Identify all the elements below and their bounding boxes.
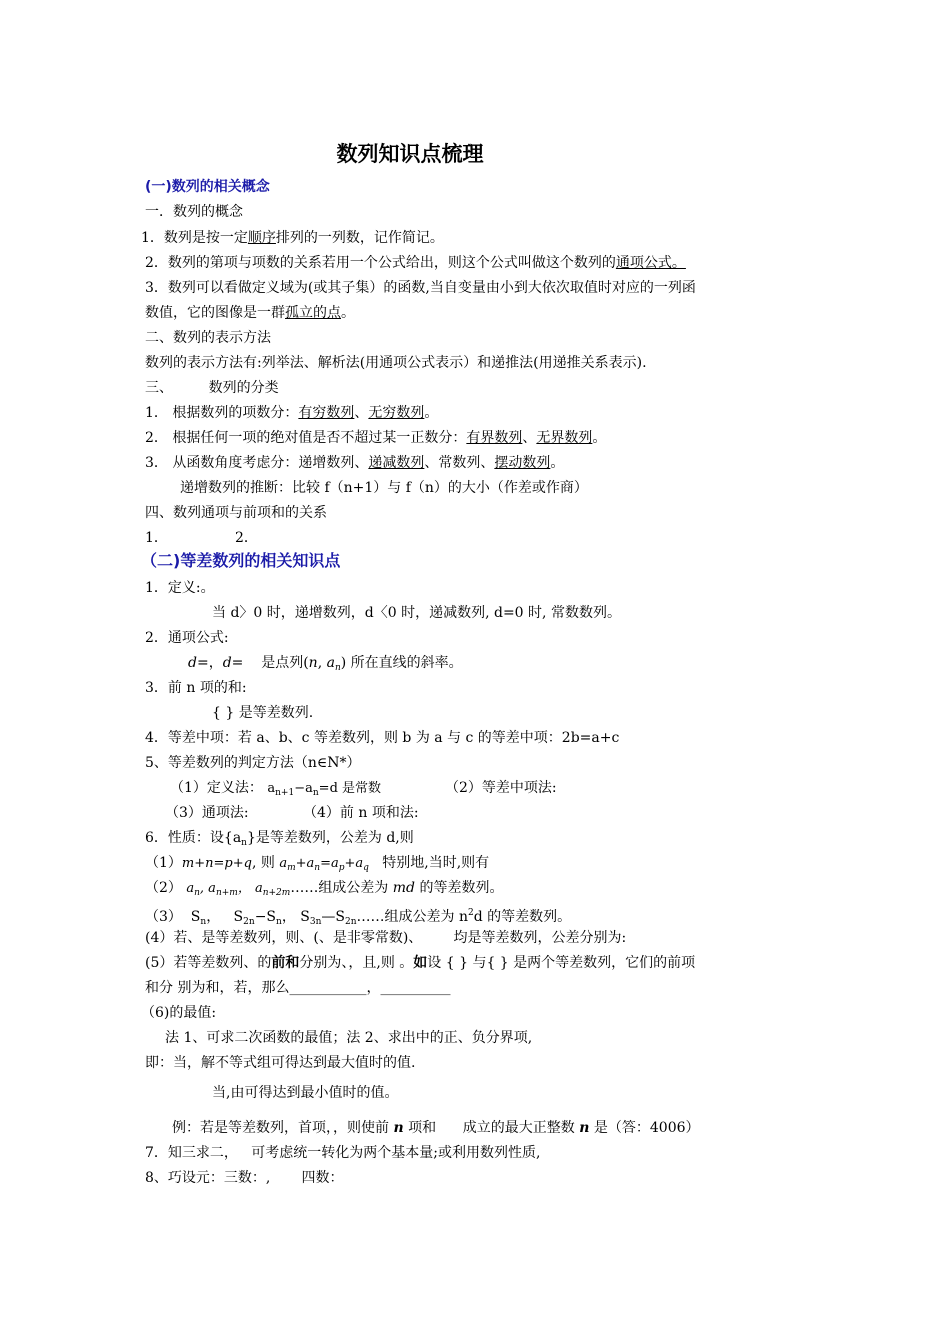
text: 设 { } 与{ } 是两个等差数列，它们的前项: [427, 955, 696, 971]
superscript: 2: [467, 908, 474, 918]
definition-line: 1．定义:。: [145, 580, 215, 596]
text: 排列的一列数，记作简记。: [275, 230, 444, 246]
text: +a: [295, 856, 315, 871]
text: ,: [317, 655, 327, 671]
underlined-term: 有穷数列: [298, 405, 355, 421]
text: 例：若是等差数列，首项，，则使前: [172, 1120, 394, 1136]
text: +a: [344, 856, 364, 871]
subheading-classification: 三、 数列的分类: [145, 380, 279, 396]
property-5: [145, 954, 695, 972]
text: a: [186, 881, 195, 896]
paragraph-function-view-cont: [145, 304, 355, 322]
underlined-term: 顺序: [247, 230, 276, 246]
relation-item-1: 1．: [145, 530, 168, 546]
subheading-term-sum-relation: 四、数列通项与前项和的关系: [145, 505, 327, 521]
subheading-representation: 二、数列的表示方法: [145, 330, 271, 346]
subscript: 3n: [309, 917, 322, 927]
var-a: a: [326, 655, 335, 671]
formula: md: [392, 880, 416, 896]
paragraph-definition: [141, 229, 444, 247]
text: (5）若等差数列、的: [145, 955, 272, 971]
classification-item-2: [145, 429, 606, 447]
criteria-definition-method: [170, 779, 381, 802]
var-d: d: [222, 655, 232, 671]
text: 2．数列的第项与项数的关系若用一个公式给出，则这个公式叫做这个数列的: [145, 255, 616, 271]
var-d: d: [188, 655, 197, 671]
subscript: n: [200, 917, 207, 927]
property-2: [145, 879, 503, 902]
text: d 的等差数列。: [473, 909, 572, 925]
bold-term: 如: [413, 955, 428, 971]
text: （1）: [145, 855, 182, 871]
subscript: 2n: [243, 917, 255, 927]
text: ， S: [206, 909, 244, 925]
formula: [279, 856, 369, 871]
property-1: [145, 854, 489, 877]
page-title: 数列知识点梳理: [336, 142, 484, 166]
underlined-term: 通项公式。: [615, 255, 686, 271]
formula: [267, 781, 381, 796]
text: （3） S: [145, 909, 201, 925]
text: 。: [592, 430, 607, 446]
property-5-cont: 和分 别为和，若，那么___________，__________: [145, 980, 451, 996]
classification-item-1: [145, 404, 438, 422]
arithmetic-mean-line: 4．等差中项：若 a、b、c 等差数列，则 b 为 a 与 c 的等差中项：2b=a+c: [145, 730, 620, 746]
text: 。: [550, 455, 565, 471]
slope-line: [188, 654, 463, 677]
text: }是等差数列，公差为 d,则: [246, 830, 414, 846]
general-term-heading: 2．通项公式:: [145, 630, 229, 646]
section-heading-arithmetic: （二)等差数列的相关知识点: [141, 551, 341, 570]
text: 6．性质：设{a: [145, 830, 242, 846]
property-7: 7．知三求二， 可考虑统一转化为两个基本量;或利用数列性质,: [145, 1145, 541, 1161]
subscript: n: [241, 838, 247, 848]
text: a: [267, 781, 276, 796]
criteria-term-method: （3）通项法:: [165, 805, 249, 821]
text: 、常数列、: [424, 455, 495, 471]
bold-term: 前和: [271, 955, 300, 971]
sum-line: { } 是等差数列.: [212, 705, 314, 721]
subscript: n+2m: [262, 888, 291, 898]
text: 1． 根据数列的项数分：: [145, 405, 299, 421]
subscript: n: [312, 788, 319, 798]
sum-heading: 3．前 n 项的和:: [145, 680, 247, 696]
subscript: n: [314, 863, 321, 873]
property-3: [145, 904, 571, 931]
paragraph-increasing-test: 递增数列的推断：比较 f（n+1）与 f（n）的大小（作差或作商）: [180, 480, 588, 496]
underlined-term: 孤立的点: [285, 305, 341, 321]
example-line: [172, 1119, 700, 1137]
text: 是（答：4006）: [589, 1120, 700, 1136]
text: ……组成公差为 n: [356, 909, 468, 925]
text: （1）定义法：: [170, 780, 263, 796]
extreme-min: 当,由可得达到最小值时的值。: [212, 1085, 399, 1101]
subscript: n: [194, 888, 200, 898]
text: ) 所在直线的斜率。: [340, 655, 463, 671]
subscript: 2n: [344, 917, 357, 927]
property-4: (4）若、是等差数列，则、(、是非零常数)、 均是等差数列，公差分别为:: [145, 930, 627, 946]
subscript: m: [287, 863, 296, 873]
text: −S: [254, 909, 277, 925]
extreme-methods: 法 1、可求二次函数的最值；法 2、求出中的正、负分界项,: [165, 1030, 533, 1046]
subscript: q: [363, 863, 369, 873]
text: =a: [320, 856, 339, 871]
text: 特别地,当时,则有: [368, 855, 490, 871]
text: 项和 成立的最大正整数: [403, 1120, 580, 1136]
text: 、: [354, 405, 369, 421]
formula: [186, 881, 290, 896]
property-6: （6)的最值:: [141, 1005, 217, 1021]
text: 、: [522, 430, 537, 446]
text: =d 是常数: [318, 781, 382, 796]
underlined-term: 有界数列: [466, 430, 523, 446]
text: , 则: [251, 855, 280, 871]
subscript: n+m: [215, 888, 238, 898]
relation-item-2: 2．: [235, 530, 258, 546]
text: ， a: [237, 881, 263, 896]
text: 。: [341, 305, 355, 321]
underlined-term: 摆动数列: [494, 455, 551, 471]
classification-item-3: [145, 454, 564, 472]
underlined-term: 递减数列: [368, 455, 425, 471]
criteria-sum-method: （4）前 n 项和法:: [303, 805, 419, 821]
var-n: n: [579, 1120, 590, 1136]
text: ……组成公差为: [290, 880, 393, 896]
subscript: n+1: [275, 788, 295, 798]
text: ， S: [281, 909, 310, 925]
text: （2）: [145, 880, 187, 896]
subheading-concept: 一．数列的概念: [145, 204, 243, 220]
extreme-max: 即：当，解不等式组可得达到最大值时的值.: [145, 1055, 416, 1071]
text: 。: [424, 405, 439, 421]
text: a: [279, 856, 288, 871]
var-n: n: [393, 1120, 404, 1136]
text: 的等差数列。: [415, 880, 504, 896]
criteria-mean-method: （2）等差中项法:: [445, 780, 557, 796]
text: , a: [199, 881, 216, 896]
text: 1．数列是按一定: [141, 230, 248, 246]
section-heading-concepts: (一)数列的相关概念: [145, 179, 270, 195]
text: 2． 根据任何一项的绝对值是否不超过某一正数分：: [145, 430, 467, 446]
underlined-term: 无界数列: [536, 430, 593, 446]
property-8: 8、巧设元：三数：, 四数：: [145, 1170, 344, 1186]
paragraph-representation: 数列的表示方法有:列举法、解析法(用通项公式表示）和递推法(用递推关系表示).: [145, 355, 647, 371]
properties-heading: [145, 829, 414, 852]
var-n: n: [308, 655, 318, 671]
monotonicity-line: 当 d〉0 时，递增数列，d〈0 时，递减数列, d=0 时, 常数数列。: [212, 605, 621, 621]
text: 数值，它的图像是一群: [145, 305, 285, 321]
paragraph-function-view: 3．数列可以看做定义域为(或其子集）的函数,当自变量由小到大依次取值时对应的一列函: [145, 280, 696, 296]
text: −a: [294, 781, 313, 796]
paragraph-general-term: [145, 254, 686, 272]
text: 分别为、，且,则 。: [299, 955, 414, 971]
text: = 是点列(: [231, 655, 309, 671]
subscript: p: [338, 863, 345, 873]
subscript: n: [276, 917, 282, 927]
text: 3． 从函数角度考虑分：递增数列、: [145, 455, 369, 471]
formula: m+n=p+q: [181, 856, 252, 871]
criteria-heading: 5、等差数列的判定方法（n∈N*）: [145, 755, 361, 771]
subscript: n: [334, 663, 341, 673]
text: =，: [196, 655, 223, 671]
underlined-term: 无穷数列: [368, 405, 425, 421]
text: —S: [321, 909, 345, 925]
